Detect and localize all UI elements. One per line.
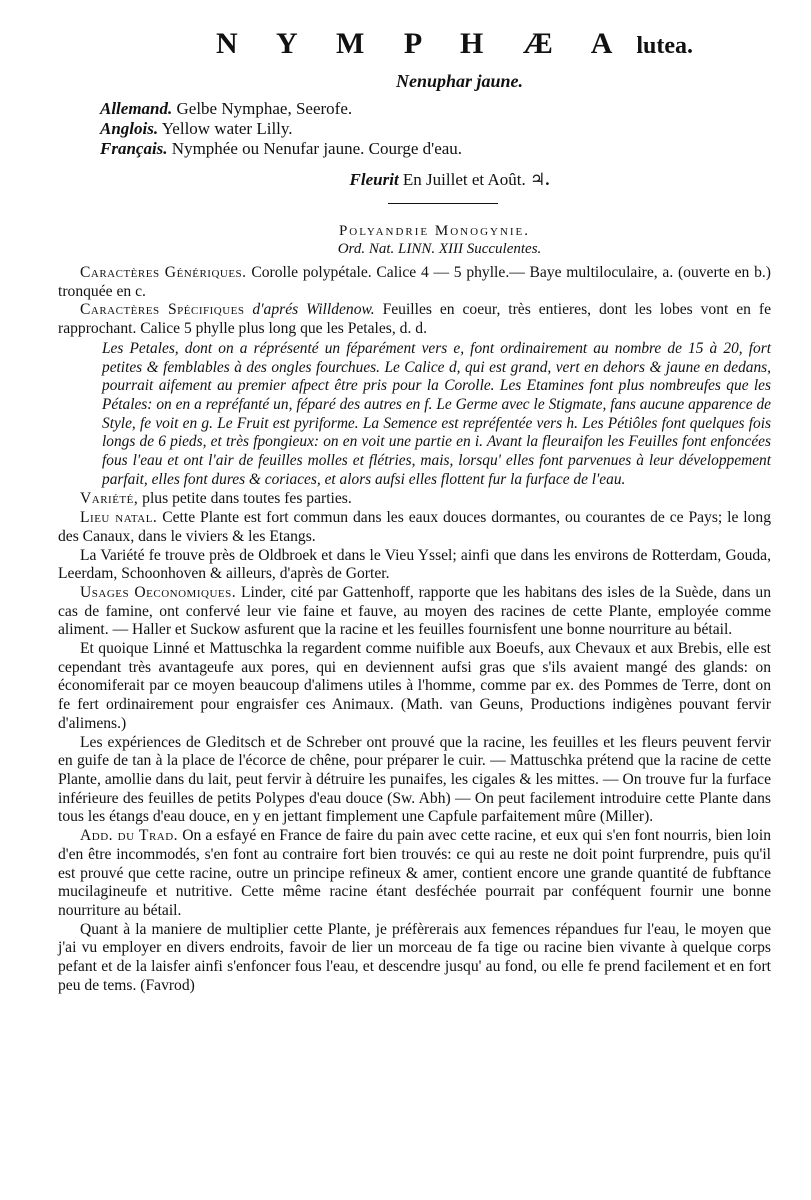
section-text: Feuilles en coeur, très entieres, dont les lobes vont en fe rapprochant. Calice 5 phylle plus long que les Petales, d. d. xyxy=(58,301,771,338)
linnaean-class: Polyandrie Monogynie. xyxy=(338,223,531,239)
variety-paragraph xyxy=(58,490,771,509)
section-text: Linder, cité par Gattenhoff, rapporte que les habitans des isles de la Suède, dans un cas de famine, ont confervé leur vie faine et fauve, au moyen des racines de cette Plante, employée comme aliment. — Haller et Suckow asfurent que la racine et les feuilles fournisfent une bonne nourriture au bétail. xyxy=(58,583,772,639)
language-label: Français. xyxy=(100,139,168,158)
species-name: lutea. xyxy=(636,33,694,59)
section-heading: Variété, xyxy=(80,490,139,508)
language-label: Allemand. xyxy=(100,99,173,118)
language-label: Anglois. xyxy=(100,119,159,138)
plate-description: Les Petales, dont on a réprésenté un féparément vers e, font ordinairement au nombre de 15 à 20, fort petites & femblables à des ongles fourchues. Le Calice d, qui est grand, vert en dehors & jaune en dedans, pourrait aifement au premier afpect être pris pour la Corolle. Les Etamines font plus nombreufes que les Pétales: on en a repréfanté un, féparé des autres en f. Le Germe avec le Stigmate, fans aucune apparence de Style, fe voit en g. Le Fruit est pyriforme. La Semence est repréfentée vers h. Les Pétiôles font quelques fois longs de 6 pieds, et très fpongieux: on en voit une partie en i. Avant la fleuraifon les Feuilles font enfoncées fous l'eau et ont l'air de feuilles molles et flétries, mais, lorsqu' elles font parvenues à leur développement parfait, elles font dures & coriaces, et alors aufsi elles flottent fur la furface de l'eau. xyxy=(102,339,771,488)
flowering-label: Fleurit xyxy=(349,170,399,189)
generic-characters xyxy=(58,264,771,301)
section-author: d'aprés Willdenow. xyxy=(252,301,375,319)
section-text: Corolle polypétale. Calice 4 — 5 phylle.— Baye multiloculaire, a. (ouverte en b.) tronquée en c. xyxy=(58,264,771,300)
vernacular-french xyxy=(100,139,771,159)
section-heading: Caractères Génériques. xyxy=(80,264,247,281)
perennial-symbol: ♃. xyxy=(529,170,550,189)
section-heading: Lieu natal. xyxy=(80,509,158,527)
section-text: plus petite dans toutes fes parties. xyxy=(142,490,352,508)
uses-paragraph xyxy=(58,584,771,640)
article-body xyxy=(58,264,771,995)
vernacular-name: Nymphée ou Nenufar jaune. Courge d'eau. xyxy=(171,139,463,158)
section-heading: Add. du Trad. xyxy=(80,827,179,845)
vernacular-name: Yellow water Lilly. xyxy=(161,119,293,138)
common-name: Nenuphar jaune. xyxy=(395,71,524,91)
vernacular-german xyxy=(100,99,771,119)
vernacular-names xyxy=(100,99,771,159)
flowering-line xyxy=(128,169,771,191)
habitat-paragraph xyxy=(58,509,771,546)
plant-title xyxy=(138,24,771,69)
variety-habitat-paragraph: La Variété fe trouve près de Oldbroek et dans le Vieu Yssel; ainfi que dans les environs de Rotterdam, Gouda, Leerdam, Schoonhoven & ailleurs, d'après de Gorter. xyxy=(58,546,771,583)
vernacular-name: Gelbe Nymphae, Seerofe. xyxy=(176,99,353,118)
section-text: Cette Plante est fort commun dans les eaux douces dormantes, ou courantes de ce Pays; le long des Canaux, dans le viviers & les Etangs. xyxy=(58,509,772,545)
translator-addition xyxy=(58,827,771,921)
specific-characters xyxy=(58,301,771,338)
section-divider xyxy=(388,203,498,204)
section-heading: Usages Oeconomiques. xyxy=(80,583,237,601)
linne-paragraph: Et quoique Linné et Mattuschka la regardent comme nuifible aux Boeufs, aux Chevaux et aux Brebis, elle est cependant très avantageufe aux pores, qui en deviennent aufsi gras que s'ils avaient mangé des glands: on économiferait par ce moyen beaucoup d'alimens utiles à l'homme, comme par ex. des Pommes de Terre, dont on fe fert ordinairement pour engraisfer ces Animaux. (Math. van Geuns, Productions indigènes pouvant fervir d'alimens.) xyxy=(58,640,771,732)
section-heading: Caractères Spécifiques xyxy=(80,301,245,319)
natural-order: Ord. Nat. LINN. XIII Succulentes. xyxy=(337,241,542,257)
flowering-period: En Juillet et Août. xyxy=(402,170,526,189)
propagation-paragraph: Quant à la maniere de multiplier cette Plante, je préfèrerais aux femences répandues fur l'eau, le moyen que j'ai vu employer en divers endroits, favoir de lier un morceau de fa tige ou racine bien vivante à quelque corps pefant et de la laisfer ainfi s'enfoncer fous l'eau, et descendre jusqu' au fond, ou elle fe prend facilement et en fort peu de tems. (Favrod) xyxy=(58,920,771,994)
vernacular-english xyxy=(100,119,771,139)
genus-name: N Y M P H Æ A xyxy=(215,27,629,60)
section-text: On a esfayé en France de faire du pain avec cette racine, et eux qui s'en font nourris, bien loin d'en être incommodés, s'en font au contraire fort bien trouvés: ce qui au reste ne doit point furprendre, puis qu'il est prouvé que cette racine, outre un principe refineux & amer, contient encore une grande quantité de fubftance mucilagineufe et nutritive. Cette même racine étant desféchée pourrait par conféquent fournir une bonne nourriture au bétail. xyxy=(58,827,771,919)
gleditsch-paragraph: Les expériences de Gleditsch et de Schreber ont prouvé que la racine, les feuilles et les fleurs peuvent fervir en guife de tan à la place de l'écorce de chêne, pour préparer le cuir. — Mattuschka prétend que la racine de cette Plante, amollie dans du lait, peut fervir à détruire les punaifes, les cigales & les mittes. — On trouve fur la furface inférieure des feuilles de petits Polypes d'eau douce (Sw. Abh) — On peut facilement introduire cette Plante dans tous les étangs d'eau douce, en y en jettant fimplement une Capfule parfaitement mûre (Miller). xyxy=(58,733,771,826)
